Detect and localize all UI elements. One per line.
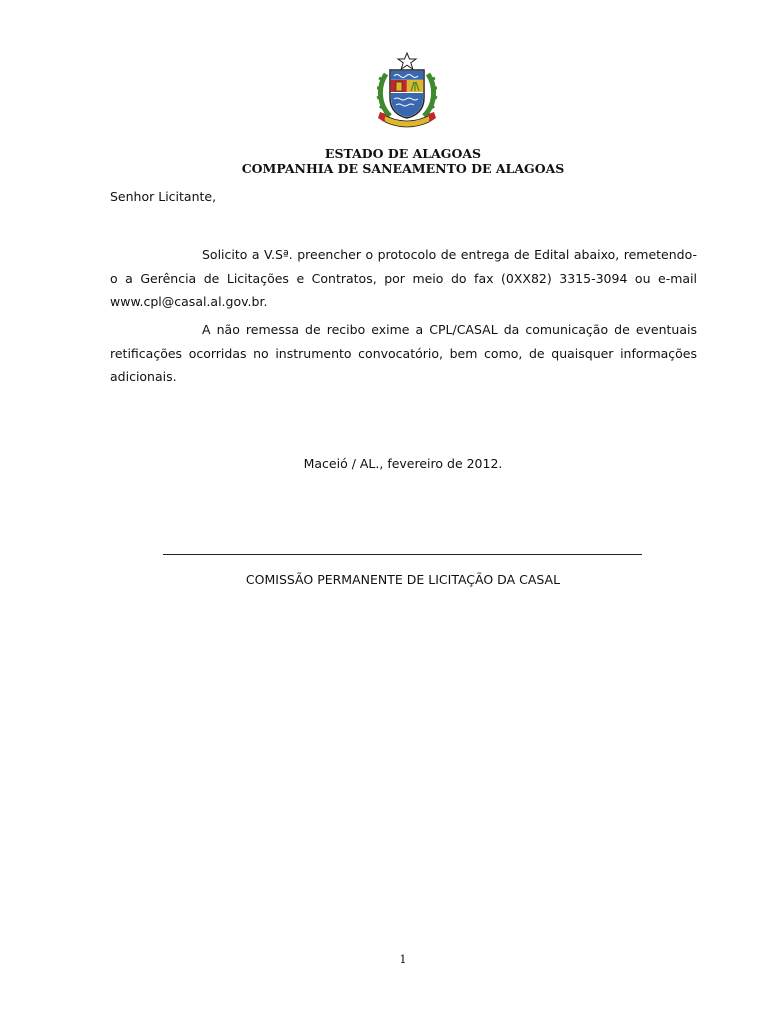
company-name-heading: COMPANHIA DE SANEAMENTO DE ALAGOAS (241, 161, 565, 176)
date-line: Maceió / AL., fevereiro de 2012. (303, 456, 503, 471)
coat-of-arms-icon (376, 52, 438, 128)
state-name-heading: ESTADO DE ALAGOAS (324, 146, 482, 161)
notice-paragraph: A não remessa de recibo exime a CPL/CASAL da comunicação de eventuais retificações ocorridas no instrumento convocatório, bem como, de quaisquer informações adicionais. (110, 322, 697, 384)
salutation: Senhor Licitante, (110, 189, 217, 204)
signature-name: COMISSÃO PERMANENTE DE LICITAÇÃO DA CASAL (245, 572, 561, 587)
request-paragraph: Solicito a V.Sª. preencher o protocolo de entrega de Edital abaixo, remetendo-o a Gerência de Licitações e Contratos, por meio do fax (0XX82) 3315-3094 ou e-mail www.cpl@casal.al.gov.br. (110, 247, 697, 309)
signature-line (163, 554, 642, 555)
page-number: 1 (399, 953, 407, 966)
